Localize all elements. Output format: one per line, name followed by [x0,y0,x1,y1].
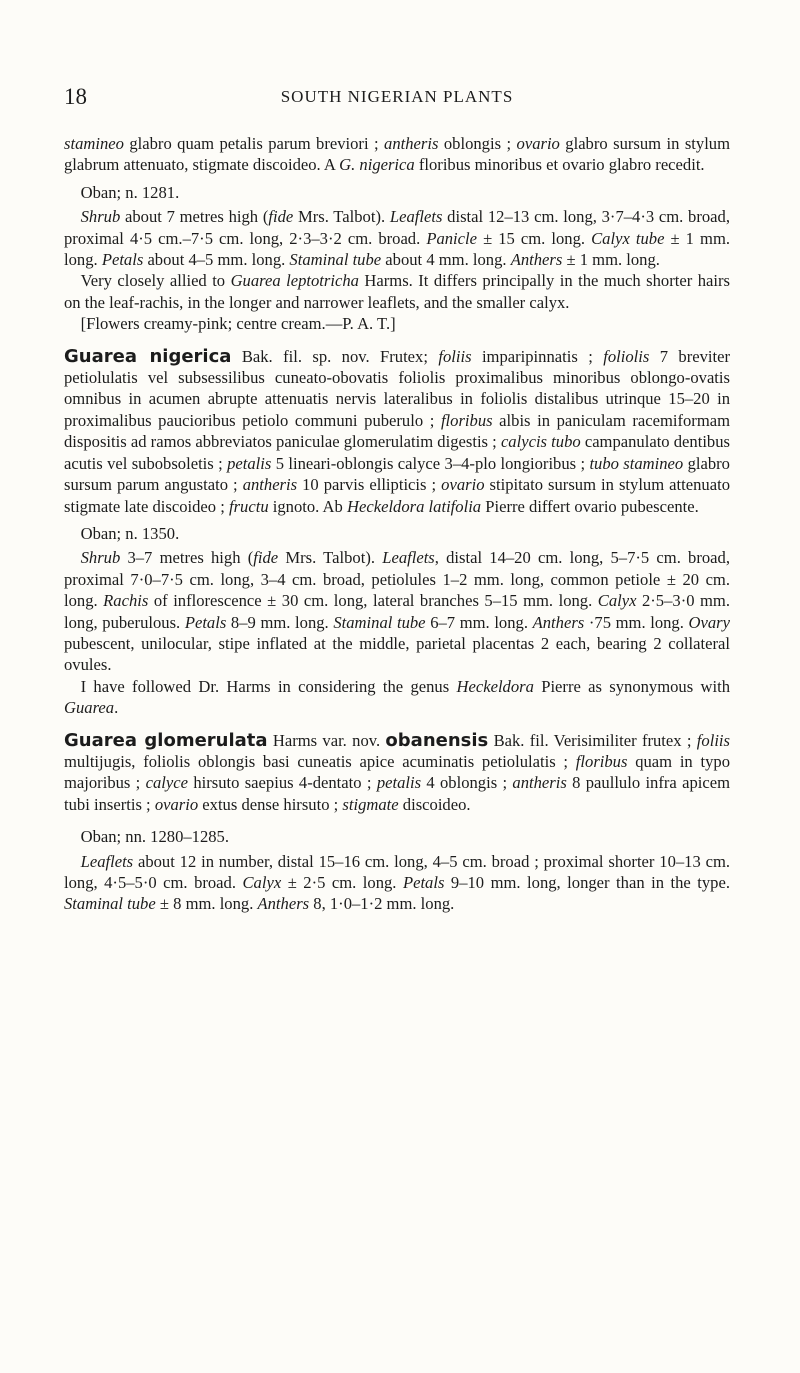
collector-note: [Flowers creamy-pink; centre cream.—P. A. T.] [80,314,396,334]
affinity-note: Very closely allied to Guarea leptotricha Harms. It differs principally in the much shorter hairs on the leaf-rachis, in the longer and narrower leaflets, and the smaller calyx. [64,271,730,312]
english-description: Leaflets about 12 in number, distal 15–16 cm. long, 4–5 cm. broad ; proximal shorter 10–13 cm. long, 4·5–5·0 cm. broad. Calyx ± 2·5 cm. long. Petals 9–10 mm. long, longer than in the type. Staminal tube ± 8 mm. long. Anthers 8, 1·0–1·2 mm. long. [64,851,730,914]
latin-diagnosis-continued: stamineo glabro quam petalis parum breviori ; antheris oblongis ; ovario glabro sursum in stylum glabrum attenuato, stigmate discoideo. A G. nigerica floribus minoribus et ovario glabro recedit. [64,134,731,175]
english-description: Shrub about 7 metres high (fide Mrs. Talbot). Leaflets distal 12–13 cm. long, 3·7–4·3 cm. broad, proximal 4·5 cm.–7·5 cm. long, 2·3–3·2 cm. broad. Panicle ± 15 cm. long. Calyx tube ± 1 mm. long. Petals about 4–5 mm. long. Staminal tube about 4 mm. long. Anthers ± 1 mm. long. [64,207,731,270]
page-header [64,84,730,114]
variety-guarea-glomerulata-obanensis: Guarea glomerulata Harms var. nov. obanensis Bak. fil. Verisimiliter frutex ; foliis multijugis, foliolis oblongis basi cuneatis apice acuminatis petiolulatis ; floribus quam in typo majoribus ; calyce hirsuto saepius 4-dentato ; petalis 4 oblongis ; antheris 8 paullulo infra apicem tubi insertis ; ovario extus dense hirsuto ; stigmate discoideo. [64,729,730,814]
page-body [64,133,730,915]
species-guarea-nigerica: Guarea nigerica Bak. fil. sp. nov. Frutex; foliis imparipinnatis ; foliolis 7 breviter petiolulatis vel subsessilibus cuneato-obovatis foliolis proximalibus minoribus oblongo-ovatis omnibus in acumen abrupte attenuatis nervis lateralibus in foliolis distalibus utrinque 15–20 in proximalibus paucioribus petiolo communi puberulo ; floribus albis in paniculam racemiformam dispositis ad ramos abbreviatos paniculae glomerulatim digestis ; calycis tubo campanulato dentibus acutis vel subobsoletis ; petalis 5 lineari-oblongis calyce 3–4-plo longioribus ; tubo stamineo glabro sursum parum angustato ; antheris 10 parvis ellipticis ; ovario stipitato sursum in stylum attenuato stigmate late discoideo ; fructu ignoto. Ab Heckeldora latifolia Pierre differt ovario pubescente. [64,345,730,516]
specimen-citation: Oban; n. 1281. [80,182,180,202]
specimen-citation: Oban; n. 1350. [80,523,180,543]
page-number: 18 [64,84,87,109]
specimen-citation: Oban; nn. 1280–1285. [80,827,230,847]
running-head: SOUTH NIGERIAN PLANTS [280,87,514,106]
english-description: Shrub 3–7 metres high (fide Mrs. Talbot). Leaflets, distal 14–20 cm. long, 5–7·5 cm. broad, proximal 7·0–7·5 cm. long, 3–4 cm. broad, petiolules 1–2 mm. long, common petiole ± 20 cm. long. Rachis of inflorescence ± 30 cm. long, lateral branches 5–15 mm. long. Calyx 2·5–3·0 mm. long, puberulous. Petals 8–9 mm. long. Staminal tube 6–7 mm. long. Anthers ·75 mm. long. Ovary pubescent, unilocular, stipe inflated at the middle, parietal placentas 2 each, bearing 2 collateral ovules. [64,548,730,675]
taxonomic-note: I have followed Dr. Harms in considering the genus Heckeldora Pierre as synonymous with Guarea. [64,676,730,718]
